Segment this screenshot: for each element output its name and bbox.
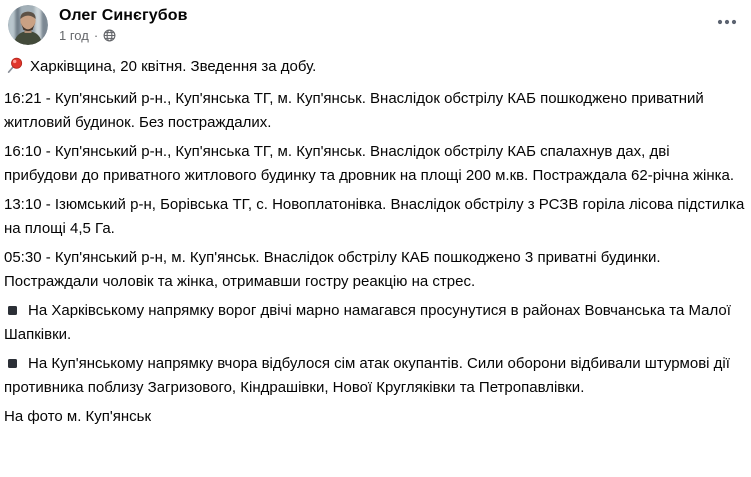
post-paragraph-text: 13:10 - Ізюмський р-н, Борівська ТГ, с. Новоплатонівка. Внаслідок обстрілу з РСЗВ горіла лісова підстилка на площі 4,5 Га.: [4, 196, 749, 237]
post-paragraph-text: На фото м. Куп'янськ: [4, 408, 152, 425]
post-options-button[interactable]: [711, 6, 743, 38]
post-paragraph: [4, 352, 745, 400]
globe-icon: [103, 29, 116, 42]
header-info: [59, 5, 188, 44]
meta-separator: ·: [93, 28, 99, 43]
post-paragraph: [4, 193, 749, 241]
post-paragraph-text: 05:30 - Куп'янський р-н, м. Куп'янськ. Внаслідок обстрілу КАБ пошкоджено 3 приватні будинки. Постраждали чоловік та жінка, отримавши гостру реакцію на стрес.: [4, 249, 665, 290]
bullet-square-icon: [8, 359, 17, 368]
post-paragraph: [4, 246, 745, 294]
post-paragraph: [4, 140, 745, 188]
post-paragraph-text: Харківщина, 20 квітня. Зведення за добу.: [30, 58, 317, 75]
pushpin-icon: [6, 57, 23, 82]
post-header: [0, 0, 751, 45]
bullet-square-icon: [8, 306, 17, 315]
post-paragraph: [4, 405, 745, 429]
post-paragraph-text: На Куп'янському напрямку вчора відбулося сім атак окупантів. Сили оборони відбивали штурмові дії противника поблизу Загризового, Кіндрашівки, Нової Кругляківки та Петропавлівки.: [4, 355, 735, 396]
post-paragraph-text: 16:10 - Куп'янський р-н., Куп'янська ТГ, м. Куп'янськ. Внаслідок обстрілу КАБ спалахнув дах, дві прибудови до приватного житлового будинку та дровник на площі 200 м.кв. Постраждала 62-річна жінка.: [4, 143, 735, 184]
author-name[interactable]: Олег Синєгубов: [59, 7, 188, 24]
post-paragraph-text: 16:21 - Куп'янський р-н., Куп'янська ТГ, м. Куп'янськ. Внаслідок обстрілу КАБ пошкоджено приватний житловий будинок. Без постраждалих.: [4, 90, 708, 131]
post-paragraph: [4, 299, 745, 347]
post-text: [0, 45, 751, 429]
post-meta: [59, 27, 188, 44]
post-paragraph: [4, 87, 745, 135]
post-paragraph: [4, 55, 745, 82]
post-paragraph-text: На Харківському напрямку ворог двічі марно намагався просунутися в районах Вовчанська та Малої Шапківки.: [4, 302, 736, 343]
ellipsis-icon: [717, 19, 737, 25]
avatar[interactable]: [8, 5, 48, 45]
timestamp[interactable]: 1 год: [59, 28, 89, 43]
avatar-photo: [8, 5, 48, 45]
